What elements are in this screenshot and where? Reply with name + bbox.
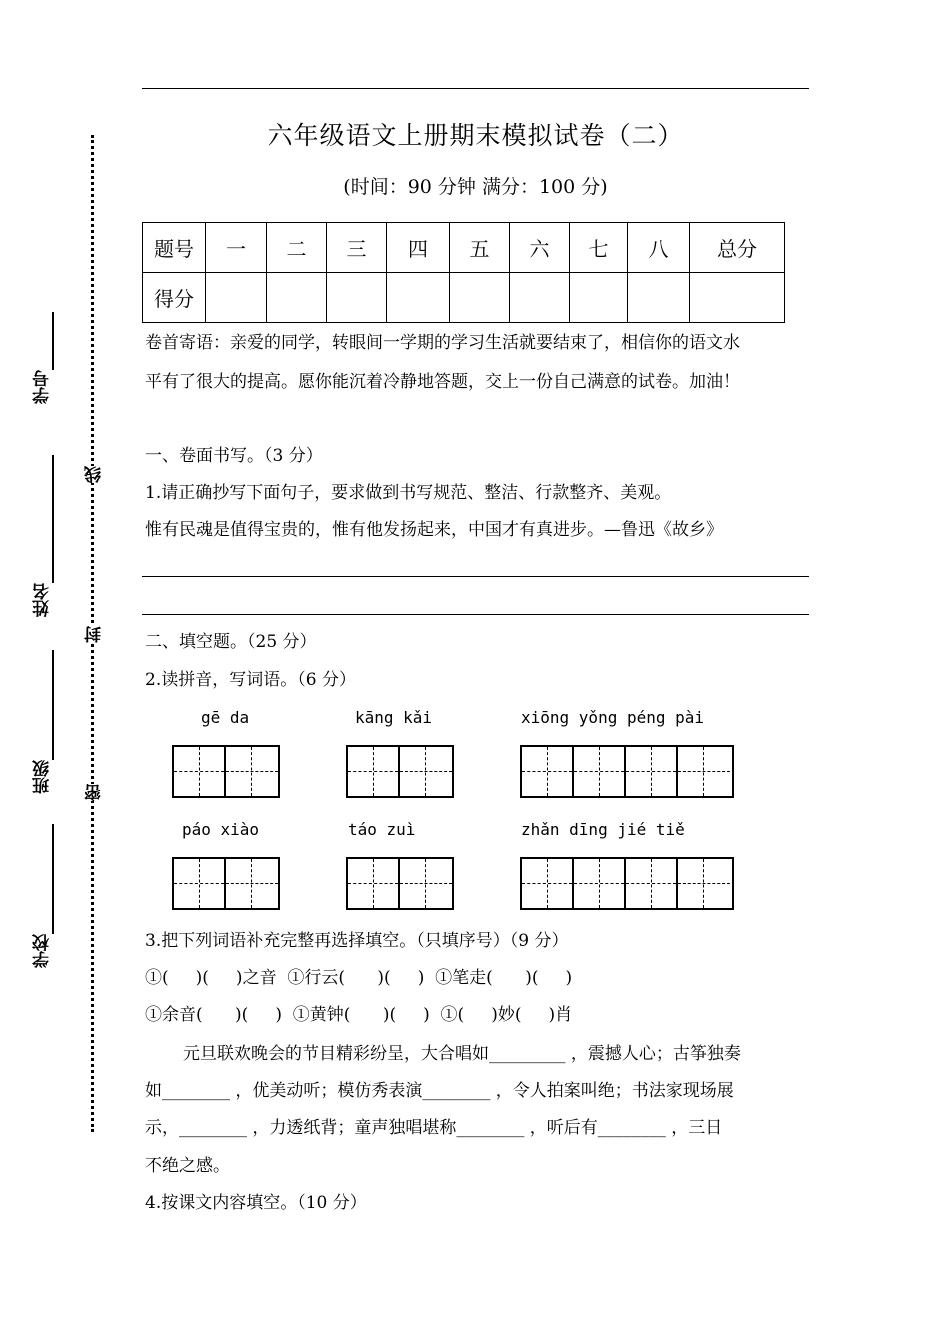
pinyin-label: zhǎn dīng jié tiě: [521, 820, 685, 839]
section1-heading: 一、卷面书写。（3 分）: [145, 446, 323, 466]
score-cell[interactable]: [387, 273, 450, 323]
intro-line-1: 卷首寄语：亲爱的同学，转眼间一学期的学习生活就要结束了，相信你的语文水: [145, 333, 740, 353]
grid-cell[interactable]: [678, 859, 730, 908]
writing-grid[interactable]: [346, 857, 454, 910]
table-header-cell: 三: [327, 223, 387, 273]
writing-grid[interactable]: [520, 857, 734, 910]
table-header-cell: 一: [206, 223, 267, 273]
writing-line[interactable]: [142, 614, 809, 615]
fill-paragraph-line-1: 元旦联欢晚会的节目精彩纷呈，大合唱如_________ ，震撼人心；古筝独奏: [183, 1044, 741, 1064]
table-header-cell: 总分: [690, 223, 785, 273]
pinyin-label: páo xiào: [182, 820, 260, 839]
question-3: 3.把下列词语补充完整再选择填空。（只填序号）（9 分）: [145, 931, 569, 951]
pinyin-label: táo zuì: [348, 820, 416, 839]
grid-cell[interactable]: [678, 747, 730, 796]
grid-cell[interactable]: [400, 747, 452, 796]
grid-cell[interactable]: [626, 859, 678, 908]
idiom-line-2: ①余音( )( ) ①黄钟( )( ) ①( )妙( )肖: [145, 1005, 573, 1025]
table-row: [143, 223, 785, 273]
fill-paragraph-line-4: 不绝之感。: [145, 1156, 230, 1176]
writing-grid[interactable]: [346, 745, 454, 798]
writing-grid[interactable]: [172, 857, 280, 910]
score-cell[interactable]: [450, 273, 510, 323]
pinyin-label: kāng kǎi: [355, 708, 433, 727]
grid-cell[interactable]: [174, 747, 226, 796]
idiom-line-1: ①( )( )之音 ①行云( )( ) ①笔走( )( ): [145, 968, 573, 988]
table-header-cell: 五: [450, 223, 510, 273]
student-name-label: 姓名: [33, 583, 53, 617]
table-header-cell: 二: [267, 223, 327, 273]
score-cell[interactable]: [570, 273, 628, 323]
top-rule: [142, 88, 809, 89]
grid-cell[interactable]: [574, 747, 626, 796]
grid-cell[interactable]: [574, 859, 626, 908]
grid-cell[interactable]: [522, 859, 574, 908]
score-row-label: 得分: [143, 273, 206, 323]
writing-grid[interactable]: [520, 745, 734, 798]
binding-marker-line: 线: [82, 466, 107, 483]
grid-cell[interactable]: [226, 747, 278, 796]
grid-cell[interactable]: [400, 859, 452, 908]
page-title: 六年级语文上册期末模拟试卷（二）: [267, 121, 684, 150]
grid-cell[interactable]: [626, 747, 678, 796]
student-id-field[interactable]: [52, 312, 54, 370]
grid-cell[interactable]: [348, 747, 400, 796]
grid-cell[interactable]: [348, 859, 400, 908]
table-row: [143, 273, 785, 323]
grid-cell[interactable]: [226, 859, 278, 908]
score-cell[interactable]: [510, 273, 570, 323]
school-field[interactable]: [52, 824, 54, 934]
fill-paragraph-line-2: 如________ ，优美动听；模仿秀表演________ ，令人拍案叫绝；书法家现场展: [145, 1081, 734, 1101]
table-header-cell: 八: [628, 223, 690, 273]
binding-marker-secret: 密: [82, 784, 107, 801]
section2-heading: 二、填空题。（25 分）: [145, 632, 317, 652]
class-label: 班级: [33, 760, 53, 794]
question-1: 1.请正确抄写下面句子，要求做到书写规范、整洁、行款整齐、美观。: [145, 483, 672, 503]
score-cell[interactable]: [267, 273, 327, 323]
score-cell[interactable]: [327, 273, 387, 323]
score-cell[interactable]: [628, 273, 690, 323]
exam-info: (时间：90 分钟 满分：100 分): [343, 176, 608, 198]
copy-sentence: 惟有民魂是值得宝贵的，惟有他发扬起来，中国才有真进步。—鲁迅《故乡》: [145, 520, 723, 540]
writing-grid[interactable]: [172, 745, 280, 798]
class-field[interactable]: [52, 650, 54, 760]
student-id-label: 学号: [33, 370, 53, 404]
school-label: 学校: [33, 934, 53, 968]
score-cell[interactable]: [206, 273, 267, 323]
intro-line-2: 平有了很大的提高。愿你能沉着冷静地答题，交上一份自己满意的试卷。加油！: [145, 372, 740, 392]
pinyin-label: gē da: [201, 708, 250, 727]
score-table: [142, 222, 785, 323]
grid-cell[interactable]: [522, 747, 574, 796]
table-header-cell: 七: [570, 223, 628, 273]
pinyin-label: xiōng yǒng péng pài: [521, 708, 705, 727]
question-2: 2.读拼音，写词语。（6 分）: [145, 670, 356, 690]
student-name-field[interactable]: [52, 455, 54, 583]
question-4: 4.按课文内容填空。（10 分）: [145, 1193, 367, 1213]
binding-marker-seal: 封: [82, 626, 107, 643]
writing-line[interactable]: [142, 576, 809, 577]
table-header-cell: 四: [387, 223, 450, 273]
table-header-cell: 六: [510, 223, 570, 273]
grid-cell[interactable]: [174, 859, 226, 908]
score-cell[interactable]: [690, 273, 785, 323]
fill-paragraph-line-3: 示，________ ，力透纸背；童声独唱堪称________ ，听后有________ ，三日: [145, 1118, 723, 1138]
table-header-cell: 题号: [143, 223, 206, 273]
